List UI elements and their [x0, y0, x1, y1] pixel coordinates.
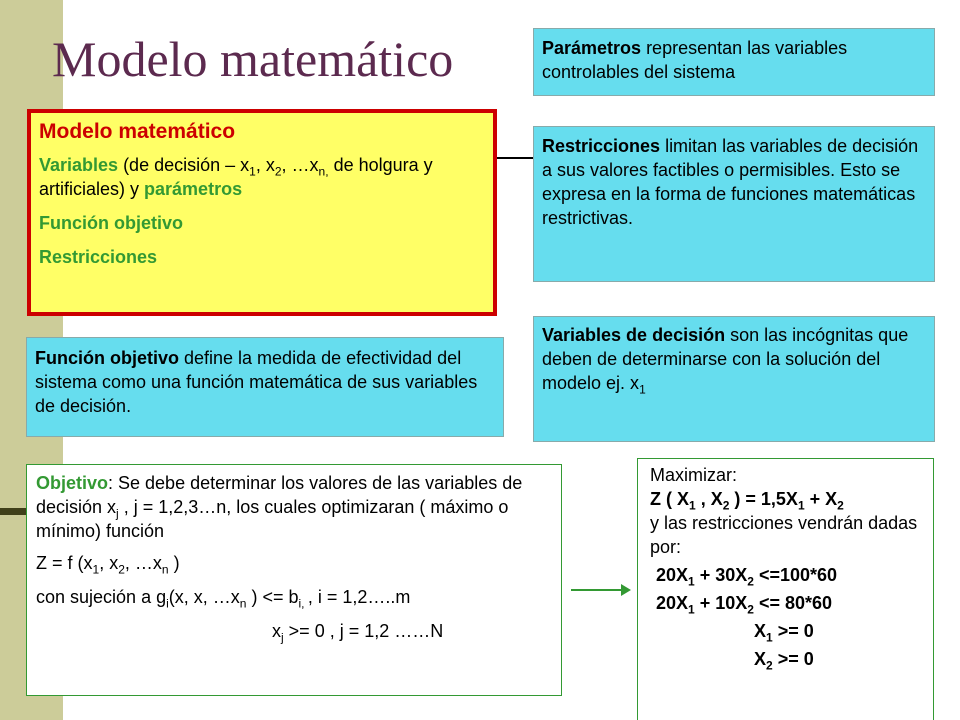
sujecion-sub-i: i	[166, 596, 169, 611]
zf-c: ) = 1,5X	[729, 489, 798, 509]
c2-a: 20X	[656, 593, 689, 613]
zf-s4: 2	[837, 498, 844, 513]
c4-s: 2	[766, 658, 773, 673]
parametros-term: Parámetros	[542, 38, 642, 58]
objetivo-line-nonneg	[36, 619, 552, 643]
maximizar-box	[637, 458, 934, 720]
restricciones-box	[533, 126, 935, 282]
connector-line	[497, 157, 533, 159]
zf-d: + X	[804, 489, 838, 509]
objetivo-line-sujecion	[36, 585, 552, 609]
modelo-variables-line	[39, 153, 485, 201]
variables-text-2: , x	[255, 155, 275, 175]
variables-label: Variables	[39, 155, 119, 175]
variables-text-4: de holgura y artificiales) y	[39, 155, 433, 199]
funcion-term: Función objetivo	[35, 348, 179, 368]
subscript-1: 1	[249, 164, 256, 179]
c3-a: X	[754, 621, 767, 641]
c2-c: <= 80*60	[753, 593, 833, 613]
parametros-definition: representan las variables controlables del sistema	[542, 38, 848, 82]
variables-subscript: 1	[639, 382, 646, 397]
restricciones-definition: limitan las variables de decisión a sus valores factibles o permisibles. Esto se expresa en la forma de funciones matemáticas restrictivas.	[542, 136, 919, 228]
c1-c: <=100*60	[753, 565, 838, 585]
objetivo-box	[26, 464, 562, 696]
constraint-2	[650, 591, 921, 615]
c2-b: + 10X	[694, 593, 748, 613]
parametros-box	[533, 28, 935, 96]
c2-s2: 2	[747, 602, 754, 617]
objective-function	[650, 487, 921, 511]
objetivo-line-z	[36, 551, 552, 575]
c1-s2: 2	[747, 574, 754, 589]
z-sub-1: 1	[92, 562, 100, 577]
zf-b: , X	[695, 489, 723, 509]
sujecion-text-b: (x, x, …x	[168, 587, 240, 607]
c2-s1: 1	[688, 602, 695, 617]
modelo-box-title: Modelo matemático	[39, 120, 236, 143]
sujecion-text-a: con sujeción a g	[36, 587, 167, 607]
c1-s1: 1	[688, 574, 695, 589]
c4-a: X	[754, 649, 767, 669]
z-sub-n: n	[161, 562, 169, 577]
sujecion-sub-n: n	[239, 596, 247, 611]
constraint-3	[650, 619, 921, 643]
nonneg-text-a: x	[272, 621, 281, 641]
objetivo-text-b: , j = 1,2,3…n, los cuales optimizaran ( máximo o mínimo) función	[36, 497, 509, 541]
z-text-b: , x	[99, 553, 119, 573]
variables-definition: son las incógnitas que deben de determinarse con la solución del modelo ej. x	[542, 325, 909, 393]
c3-s: 1	[766, 630, 773, 645]
funcion-objetivo-box	[26, 337, 504, 437]
objetivo-text-a: : Se debe determinar los valores de las variables de decisión x	[36, 473, 523, 517]
variables-text-1: (de decisión – x	[118, 155, 250, 175]
restricciones-term: Restricciones	[542, 136, 661, 156]
arrow-line	[571, 589, 623, 591]
zf-s2: 2	[722, 498, 730, 513]
c1-a: 20X	[656, 565, 689, 585]
sujecion-sub-b: i,	[298, 596, 308, 611]
sujecion-text-c: ) <= b	[246, 587, 299, 607]
c1-b: + 30X	[694, 565, 748, 585]
variables-box	[533, 316, 935, 442]
constraint-4	[650, 647, 921, 671]
slide-title: Modelo matemático	[52, 31, 454, 87]
subscript-j: j	[116, 506, 119, 521]
c3-b: >= 0	[772, 621, 814, 641]
objetivo-label: Objetivo	[36, 473, 109, 493]
zf-s1: 1	[689, 498, 696, 513]
funcion-definition: define la medida de efectividad del sistema como una función matemática de sus variables de decisión.	[35, 348, 478, 416]
subscript-n: n,	[318, 164, 329, 179]
funcion-objetivo-label: Función objetivo	[39, 213, 183, 233]
z-text-d: )	[168, 553, 180, 573]
modelo-matematico-box	[27, 109, 497, 316]
zf-s3: 1	[797, 498, 805, 513]
sujecion-text-d: , i = 1,2…..m	[307, 587, 411, 607]
maximizar-label: Maximizar:	[650, 465, 738, 485]
constraint-1	[650, 563, 921, 587]
restricciones-intro: y las restricciones vendrán dadas por:	[650, 513, 918, 557]
c4-b: >= 0	[772, 649, 814, 669]
nonneg-sub-j: j	[281, 630, 284, 645]
z-text-a: Z = f (x	[36, 553, 93, 573]
restricciones-label: Restricciones	[39, 247, 158, 267]
variables-term: Variables de decisión	[542, 325, 726, 345]
z-sub-2: 2	[118, 562, 125, 577]
z-text-c: , …x	[124, 553, 162, 573]
objetivo-line-1	[36, 471, 552, 543]
variables-text-3: , …x	[281, 155, 319, 175]
nonneg-text-b: >= 0 , j = 1,2 ……N	[283, 621, 444, 641]
arrow-head-icon	[621, 584, 631, 596]
parametros-label: parámetros	[144, 179, 243, 199]
zf-a: Z ( X	[650, 489, 689, 509]
subscript-2: 2	[274, 164, 282, 179]
